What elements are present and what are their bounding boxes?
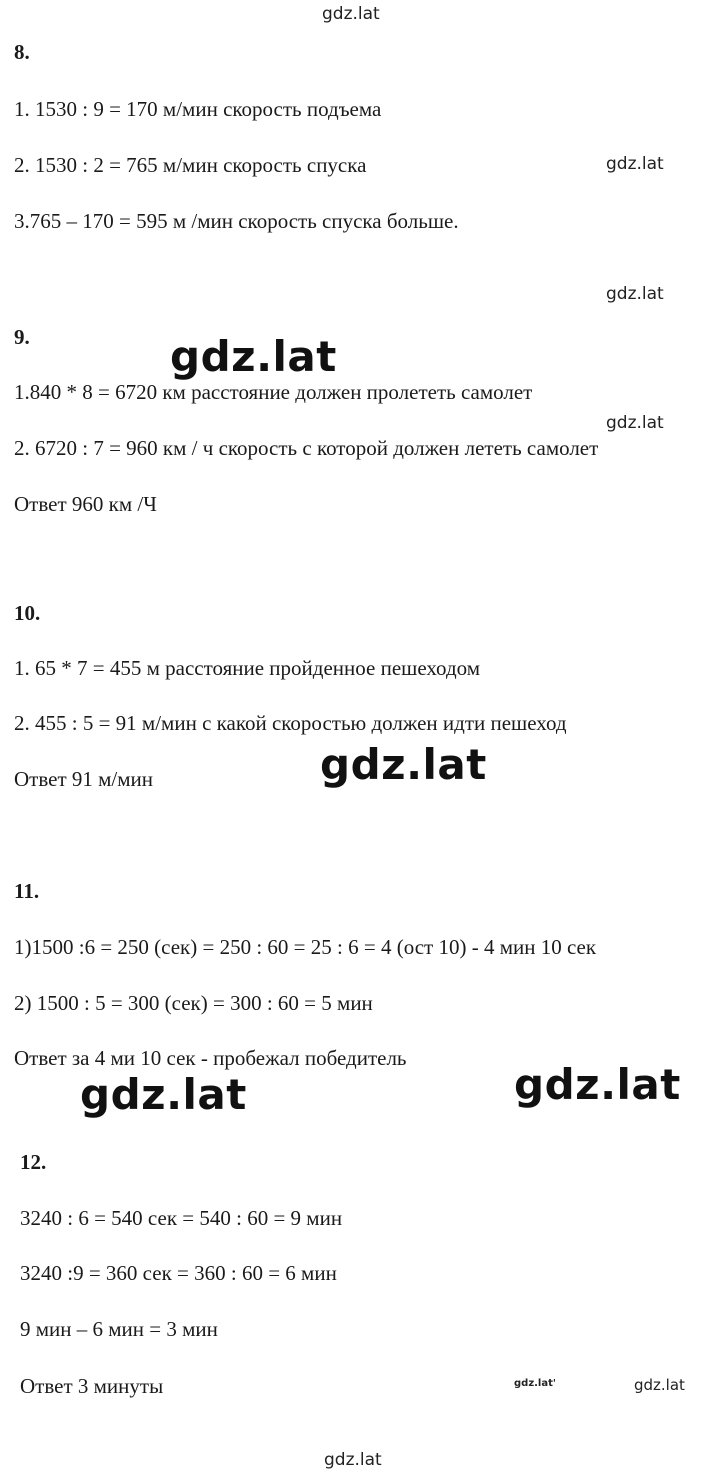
watermark-large: gdz.lat (514, 1060, 681, 1109)
watermark-tiny: gdz.lat' (514, 1378, 556, 1389)
task-line: 2) 1500 : 5 = 300 (сек) = 300 : 60 = 5 мин (14, 991, 373, 1015)
watermark: gdz.lat (606, 284, 664, 304)
task-line: 1. 1530 : 9 = 170 м/мин скорость подъема (14, 97, 382, 121)
task-answer: Ответ за 4 ми 10 сек - пробежал победитель (14, 1046, 407, 1070)
task-answer: Ответ 3 минуты (20, 1374, 164, 1398)
task-line: 3240 :9 = 360 сек = 360 : 60 = 6 мин (20, 1261, 337, 1285)
watermark-large: gdz.lat (80, 1070, 247, 1119)
task-line: 1)1500 :6 = 250 (сек) = 250 : 60 = 25 : 6 = 4 (ост 10) - 4 мин 10 сек (14, 935, 597, 959)
task-number: 12. (20, 1150, 47, 1174)
watermark: gdz.lat (606, 154, 664, 174)
task-number: 11. (14, 879, 40, 903)
watermark-bottom: gdz.lat (324, 1450, 382, 1470)
task-number: 9. (14, 325, 30, 349)
task-line: 9 мин – 6 мин = 3 мин (20, 1317, 218, 1341)
task-line: 3.765 – 170 = 595 м /мин скорость спуска больше. (14, 209, 459, 233)
task-line: 1. 65 * 7 = 455 м расстояние пройденное пешеходом (14, 656, 481, 680)
watermark-large: gdz.lat (170, 332, 337, 381)
task-number: 8. (14, 40, 30, 64)
task-line: 3240 : 6 = 540 сек = 540 : 60 = 9 мин (20, 1206, 343, 1230)
task-number: 10. (14, 601, 41, 625)
watermark-large: gdz.lat (320, 740, 487, 789)
task-answer: Ответ 91 м/мин (14, 767, 154, 791)
task-line: 2. 1530 : 2 = 765 м/мин скорость спуска (14, 153, 367, 177)
task-answer: Ответ 960 км /Ч (14, 492, 157, 516)
watermark: gdz.lat (606, 413, 664, 433)
watermark-top: gdz.lat (322, 4, 380, 24)
task-line: 2. 6720 : 7 = 960 км / ч скорость с которой должен лететь самолет (14, 436, 599, 460)
watermark: gdz.lat (634, 1376, 685, 1394)
task-line: 1.840 * 8 = 6720 км расстояние должен пролететь самолет (14, 380, 533, 404)
task-line: 2. 455 : 5 = 91 м/мин с какой скоростью должен идти пешеход (14, 711, 567, 735)
